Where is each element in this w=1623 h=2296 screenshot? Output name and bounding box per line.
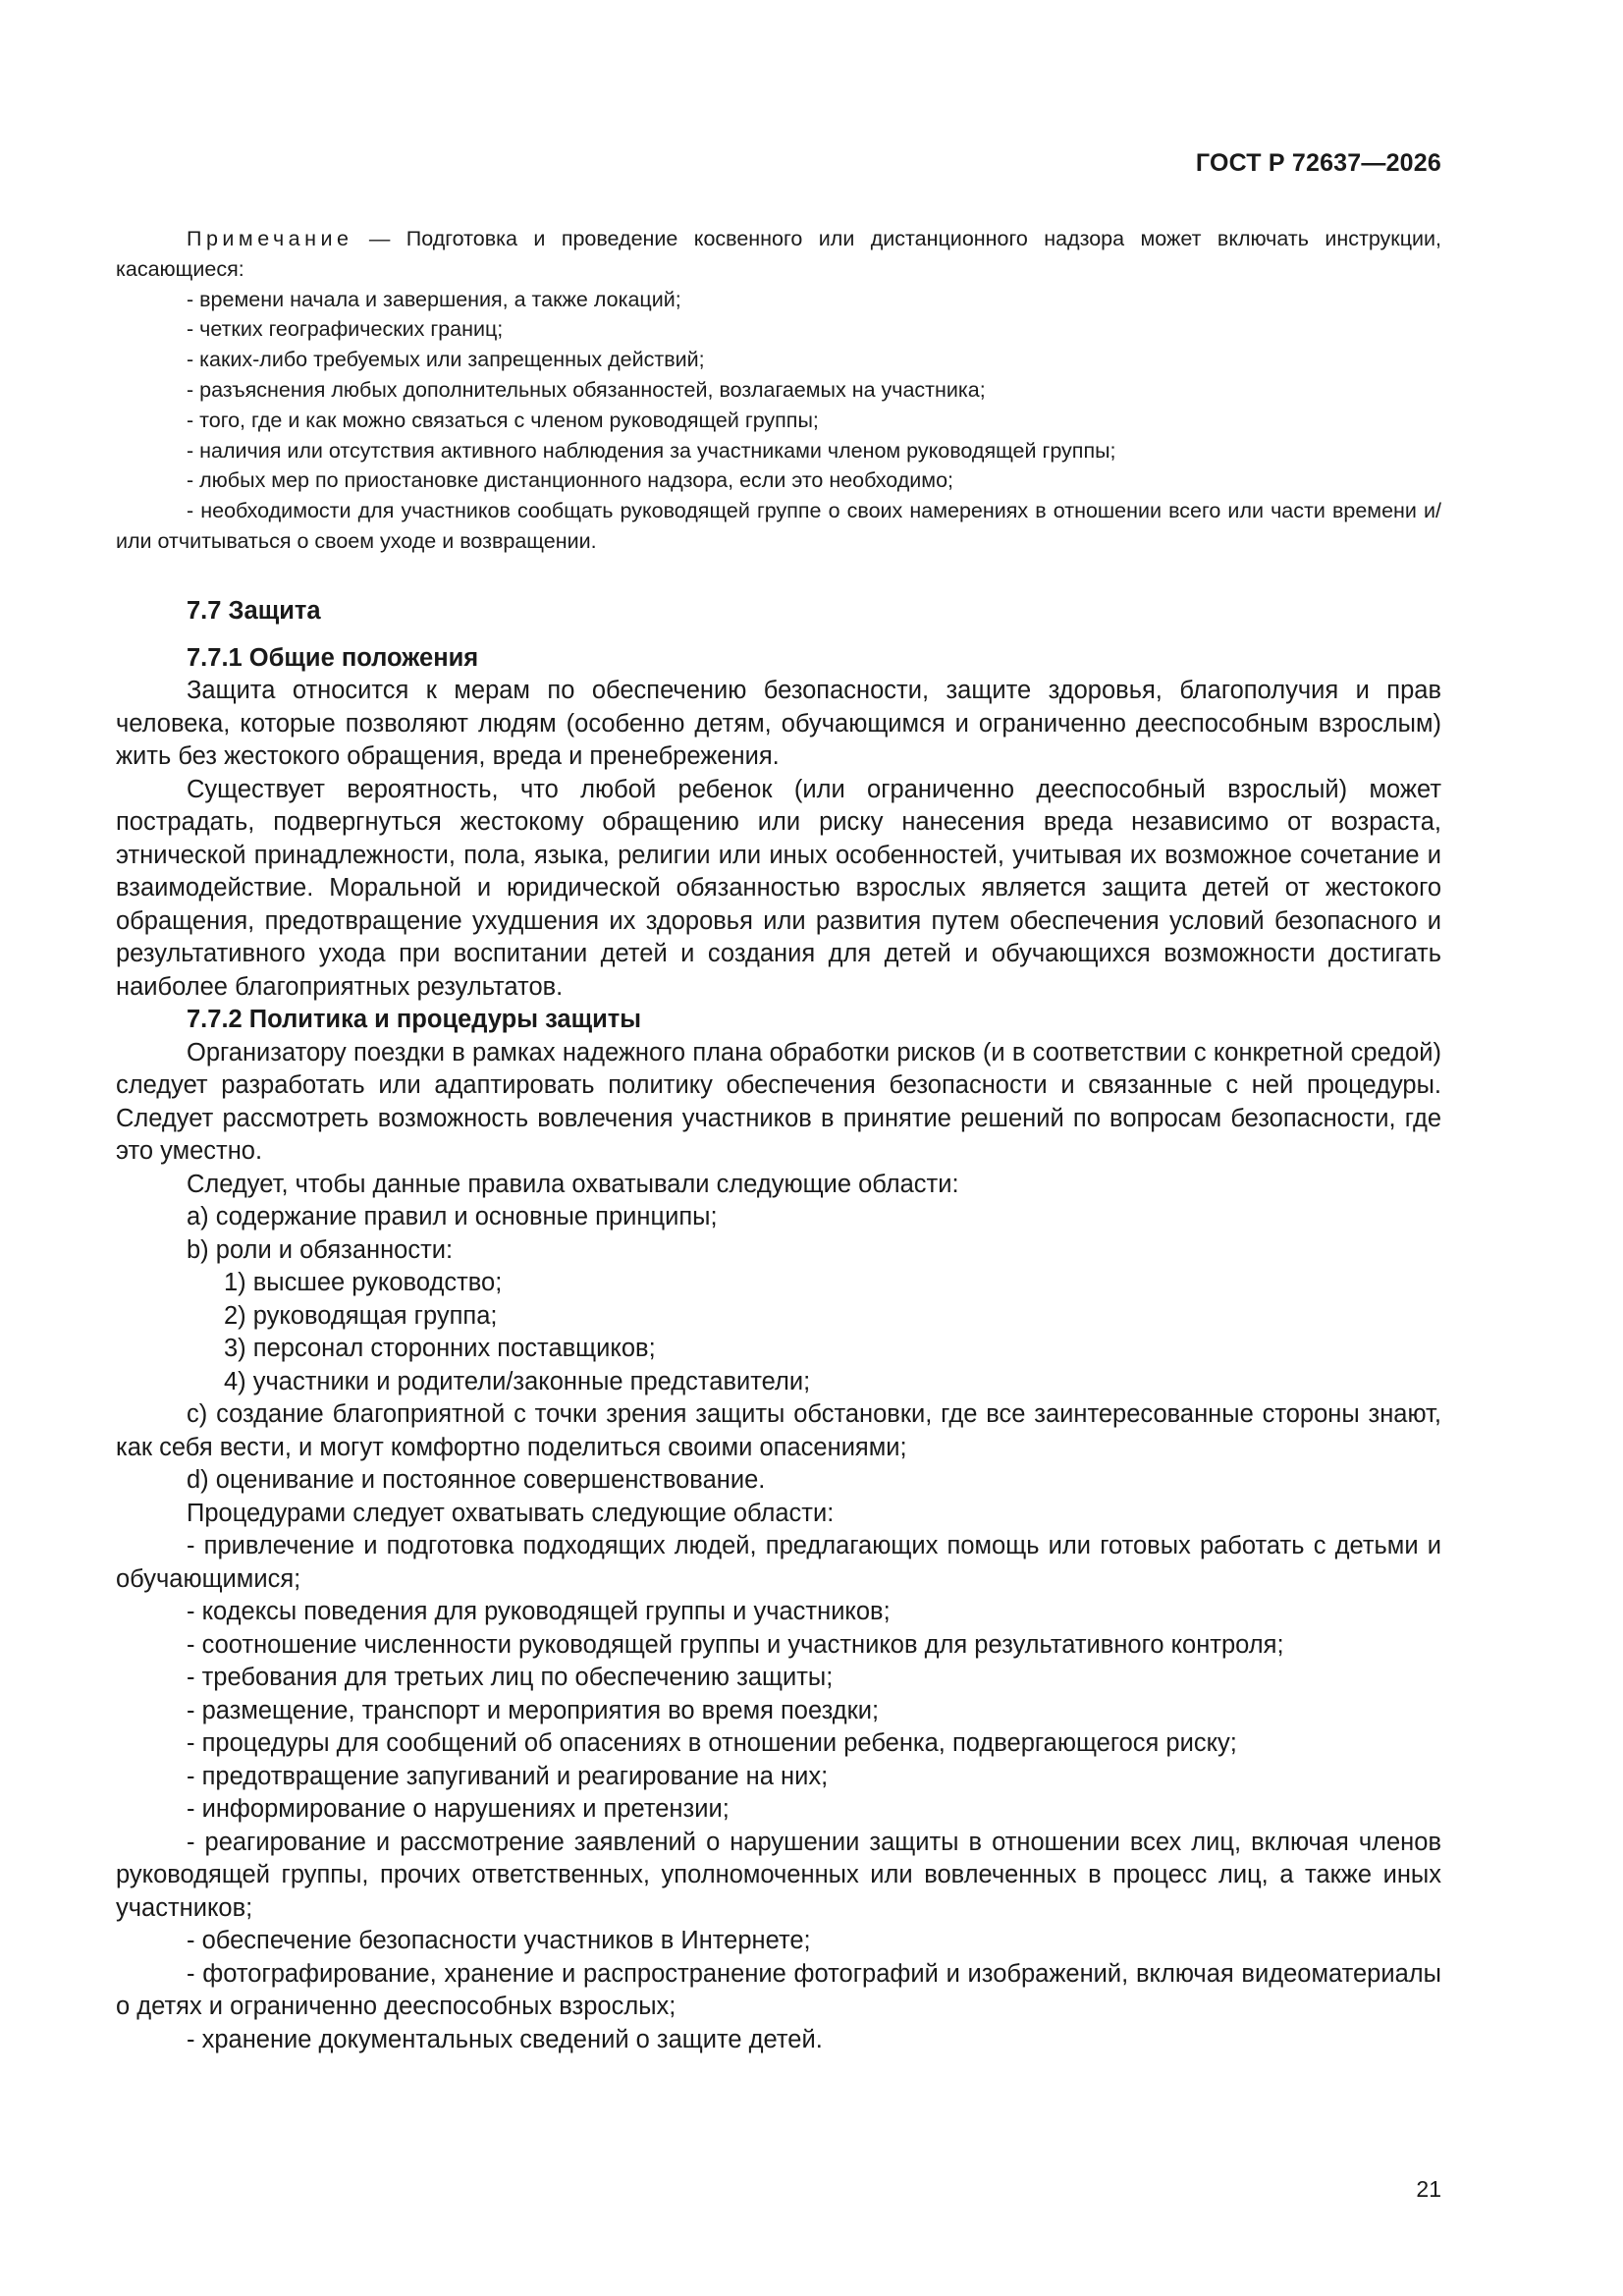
- list-item: а) содержание правил и основные принципы;: [187, 1203, 718, 1230]
- note-item: - того, где и как можно связаться с членом руководящей группы;: [187, 408, 819, 432]
- procedure-item: - процедуры для сообщений об опасениях в отношении ребенка, подвергающегося риску;: [187, 1729, 1237, 1757]
- page-number: 21: [1416, 2176, 1441, 2202]
- paragraph: Защита относится к мерам по обеспечению безопасности, защите здоровья, благополучия и прав человека, которые позволяют людям (особенно детям, обучающимся и ограниченно дееспособным взрослым) жить без жестокого обращения, вреда и пренебрежения.: [116, 677, 1441, 770]
- note-item: - каких-либо требуемых или запрещенных действий;: [187, 348, 705, 372]
- sub-list-item: 4) участники и родители/законные представители;: [224, 1367, 811, 1395]
- note-block: [116, 224, 1441, 557]
- procedure-item: - хранение документальных сведений о защите детей.: [187, 2025, 823, 2053]
- procedure-item: - реагирование и рассмотрение заявлений о нарушении защиты в отношении всех лиц, включая членов руководящей группы, прочих ответственных, уполномоченных или вовлеченных в процесс лиц, а также иных участников;: [116, 1828, 1441, 1922]
- note-intro-text: — Подготовка и проведение косвенного или дистанционного надзора может включать инструкции, касающиеся:: [116, 227, 1441, 281]
- paragraph: Следует, чтобы данные правила охватывали следующие области:: [187, 1170, 959, 1198]
- note-intro: [116, 224, 1441, 285]
- procedure-item: - привлечение и подготовка подходящих людей, предлагающих помощь или готовых работать с детьми и обучающимися;: [116, 1532, 1441, 1593]
- note-item: - необходимости для участников сообщать руководящей группе о своих намерениях в отношении всего или части времени и/или отчитываться о своем уходе и возвращении.: [116, 499, 1441, 553]
- note-item: - четких географических границ;: [187, 317, 504, 342]
- document-page: [116, 0, 1441, 2296]
- section-body: [116, 595, 1441, 2056]
- paragraph: Существует вероятность, что любой ребенок (или ограниченно дееспособный взрослый) может пострадать, подвергнуться жестокому обращению или риску нанесения вреда независимо от возраста, этнической принадлежности, пола, языка, религии или иных особенностей, учитывая их возможное сочетание и взаимодействие. Моральной и юридической обязанностью взрослых является защита детей от жестокого обращения, предотвращение ухудшения их здоровья или развития путем обеспечения условий безопасного и результативного ухода при воспитании детей и создания для детей и обучающихся возможности достигать наиболее благоприятных результатов.: [116, 775, 1441, 1001]
- subsection-heading-general: 7.7.1 Общие положения: [187, 643, 479, 672]
- sub-list-item: 1) высшее руководство;: [224, 1269, 503, 1296]
- note-item: - любых мер по приостановке дистанционного надзора, если это необходимо;: [187, 468, 954, 493]
- sub-list-item: 2) руководящая группа;: [224, 1301, 498, 1330]
- note-label: Примечание: [187, 227, 353, 250]
- note-item: - разъяснения любых дополнительных обязанностей, возлагаемых на участника;: [187, 377, 986, 402]
- procedure-item: - соотношение численности руководящей группы и участников для результативного контроля;: [187, 1630, 1284, 1659]
- procedure-item: - размещение, транспорт и мероприятия во время поездки;: [187, 1696, 880, 1724]
- note-item: - времени начала и завершения, а также локаций;: [187, 287, 681, 311]
- procedure-item: - предотвращение запугиваний и реагирование на них;: [187, 1762, 829, 1790]
- list-item: с) создание благоприятной с точки зрения защиты обстановки, где все заинтересованные стороны знают, как себя вести, и могут комфортно поделиться своими опасениями;: [116, 1400, 1441, 1461]
- list-item: b) роли и обязанности:: [187, 1235, 454, 1264]
- procedure-item: - кодексы поведения для руководящей группы и участников;: [187, 1598, 891, 1625]
- procedure-item: - обеспечение безопасности участников в Интернете;: [187, 1927, 811, 1954]
- paragraph: Организатору поездки в рамках надежного плана обработки рисков (и в соответствии с конкретной средой) следует разработать или адаптировать политику обеспечения безопасности и связанные с ней процедуры. Следует рассмотреть возможность вовлечения участников в принятие решений по вопросам безопасности, где это уместно.: [116, 1038, 1441, 1165]
- procedure-item: - фотографирование, хранение и распространение фотографий и изображений, включая видеоматериалы о детях и ограниченно дееспособных взрослых;: [116, 1959, 1441, 2020]
- list-item: d) оценивание и постоянное совершенствование.: [187, 1466, 766, 1494]
- sub-list-item: 3) персонал сторонних поставщиков;: [224, 1335, 656, 1362]
- procedure-item: - информирование о нарушениях и претензии;: [187, 1795, 730, 1823]
- subsection-heading-policy: 7.7.2 Политика и процедуры защиты: [187, 1006, 642, 1033]
- document-id: ГОСТ Р 72637—2026: [1195, 149, 1441, 177]
- procedure-item: - требования для третьих лиц по обеспечению защиты;: [187, 1664, 834, 1691]
- section-heading: 7.7 Защита: [187, 597, 321, 625]
- note-item: - наличия или отсутствия активного наблюдения за участниками членом руководящей группы;: [187, 438, 1116, 463]
- paragraph: Процедурами следует охватывать следующие области:: [187, 1499, 835, 1527]
